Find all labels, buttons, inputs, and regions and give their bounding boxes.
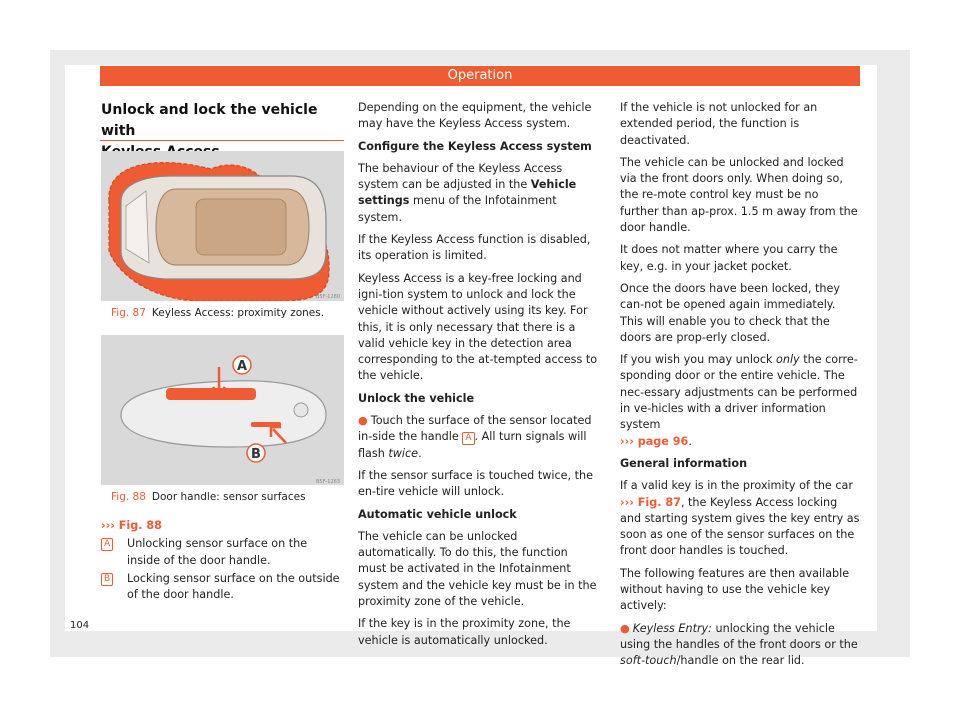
- figure-87-code: B5F-1280: [316, 294, 341, 300]
- figure-87-caption: [111, 307, 324, 319]
- figure-88-caption-text: Door handle: sensor surfaces: [151, 491, 306, 503]
- door-handle-illustration: [101, 335, 344, 485]
- inline-key-a: A: [462, 432, 474, 445]
- legend-text-b: Locking sensor surface on the outside of the door handle.: [127, 571, 340, 602]
- car-proximity-illustration: [101, 151, 344, 301]
- figure-reference-link[interactable]: ››› Fig. 87: [620, 495, 681, 509]
- paragraph: The vehicle can be unlocked automatically. To do this, the function must be activated in the Infotainment system and the vehicle key must be in the proximity zone of the vehicle.: [358, 529, 597, 609]
- paragraph: The following features are then available without having to use the vehicle key actively:: [620, 566, 850, 613]
- legend-text-a: Unlocking sensor surface on the inside of the door handle.: [127, 537, 308, 567]
- paragraph: If a valid key is in the proximity of the car ››› Fig. 87, the Keyless Access locking and starting system gives the key entry as soon as one of the sensor surfaces on the front door handles is touched.: [620, 479, 860, 558]
- figure-88-number: Fig. 88: [111, 491, 146, 503]
- paragraph: The behaviour of the Keyless Access system can be adjusted in the Vehicle settings menu of the Infotainment system.: [358, 161, 577, 224]
- legend-item: [101, 536, 341, 569]
- paragraph: If you wish you may unlock only the corre-sponding door or the entire vehicle. The nec-essary adjustments can be performed in ve-hicles with a driver information system ››› page 96.: [620, 353, 858, 448]
- legend-item: [101, 571, 341, 604]
- sensor-surface-a-shape: [166, 388, 256, 400]
- text-column-3: [620, 100, 860, 676]
- heading-line-1: Unlock and lock the vehicle with: [101, 102, 318, 139]
- legend-figure-reference[interactable]: ››› Fig. 88: [101, 519, 162, 532]
- figure-87-number: Fig. 87: [111, 307, 146, 319]
- paragraph: If the key is in the proximity zone, the vehicle is automatically unlocked.: [358, 617, 571, 647]
- figure-88-caption: [111, 491, 306, 503]
- section-header: Operation: [100, 66, 860, 86]
- paragraph: Once the doors have been locked, they can-not be opened again immediately. This will enable you to check that the doors are prop-erly closed.: [620, 281, 840, 344]
- page-reference-link[interactable]: ››› page 96: [620, 434, 689, 448]
- subheading-general: General information: [620, 456, 748, 470]
- figure-87-image: [101, 151, 344, 301]
- legend-key-a: A: [101, 538, 113, 551]
- paragraph: If the vehicle is not unlocked for an extended period, the function is deactivated.: [620, 101, 818, 147]
- paragraph: If the Keyless Access function is disabled, its operation is limited.: [358, 233, 591, 263]
- bullet-icon: ●: [358, 414, 368, 428]
- car-roof-shape: [196, 199, 286, 255]
- figure-88-image: [101, 335, 344, 485]
- subheading-auto-unlock: Automatic vehicle unlock: [358, 507, 517, 521]
- subheading-configure: Configure the Keyless Access system: [358, 139, 592, 153]
- legend-key-b: B: [101, 573, 113, 586]
- callout-b-label: B: [251, 447, 261, 462]
- subheading-unlock: Unlock the vehicle: [358, 391, 475, 405]
- page-number: 104: [70, 620, 90, 631]
- lock-cylinder-shape: [294, 403, 308, 417]
- paragraph: If the sensor surface is touched twice, the en-tire vehicle will unlock.: [358, 468, 593, 499]
- paragraph: It does not matter where you carry the key, e.g. in your jacket pocket.: [620, 243, 838, 273]
- figure-88-code: B5F-1263: [316, 479, 341, 485]
- bullet-item: ● Touch the surface of the sensor located in-side the handle A . All turn signals will flash twice.: [358, 414, 592, 460]
- paragraph: Keyless Access is a key-free locking and igni-tion system to unlock and lock the vehicle without actively using its key. For this, it is only necessary that there is a valid vehicle key in the detection area corresponding to the at-tempted access to the vehicle.: [358, 271, 598, 383]
- figure-legend: [101, 518, 341, 603]
- text-column-2: [358, 100, 598, 655]
- bullet-item: ● Keyless Entry: unlocking the vehicle using the handles of the front doors or the soft-touch/handle on the rear lid.: [620, 621, 858, 668]
- bullet-icon: ●: [620, 621, 630, 635]
- callout-a-label: A: [236, 359, 248, 374]
- heading-rule: [100, 140, 344, 141]
- paragraph: The vehicle can be unlocked and locked via the front doors only. When doing so, the re-mote control key must be no further than ap-prox. 1.5 m away from the door handle.: [620, 155, 858, 235]
- figure-87-caption-text: Keyless Access: proximity zones.: [151, 307, 325, 319]
- paragraph: Depending on the equipment, the vehicle may have the Keyless Access system.: [358, 101, 592, 131]
